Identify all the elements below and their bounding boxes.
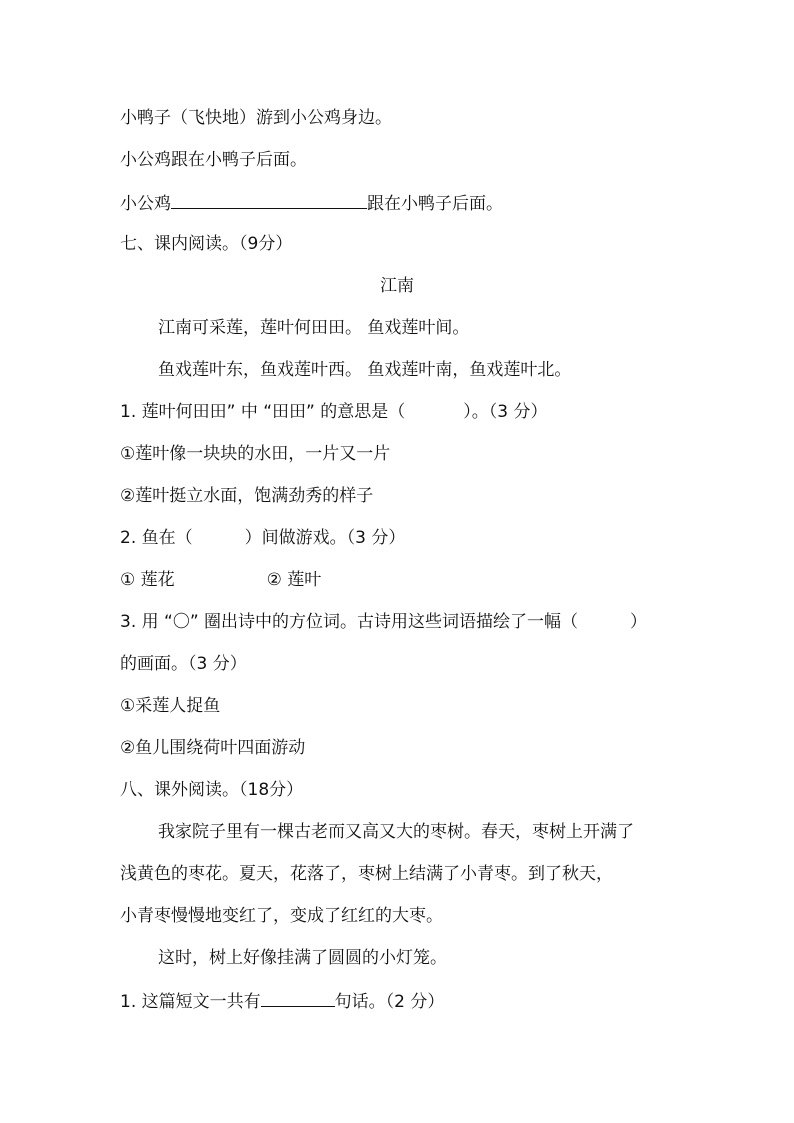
fill-in-suffix: 跟在小鸭子后面。 xyxy=(367,194,503,214)
question-7-3-prefix: 3. 用 “〇” 圈出诗中的方位词。古诗用这些词语描绘了一幅（ xyxy=(120,612,579,632)
section-8-title: 八、课外阅读。（18分） xyxy=(120,780,304,800)
question-7-2-option-1: ① 莲花 xyxy=(120,570,175,590)
question-7-3 xyxy=(120,610,647,634)
question-7-3-suffix: ） xyxy=(630,612,648,632)
passage-line-3: 小青枣慢慢地变红了，变成了红红的大枣。 xyxy=(120,906,443,926)
question-7-1 xyxy=(120,400,548,424)
question-7-2 xyxy=(120,526,405,550)
question-7-1-option-1: ①莲叶像一块块的水田，一片又一片 xyxy=(120,444,391,464)
question-7-1-option-2: ②莲叶挺立水面，饱满劲秀的样子 xyxy=(120,486,374,506)
question-8-1-suffix: 句话。（2 分） xyxy=(334,992,445,1012)
sentence-example-1: 小鸭子（飞快地）游到小公鸡身边。 xyxy=(120,108,392,128)
poem-title: 江南 xyxy=(380,276,414,296)
question-7-1-prefix: 1. 莲叶何田田” 中 “田田” 的意思是（ xyxy=(120,402,406,422)
question-7-2-options xyxy=(120,568,321,592)
passage-line-4: 这时，树上好像挂满了圆圆的小灯笼。 xyxy=(158,948,447,968)
question-7-3-continuation: 的画面。（3 分） xyxy=(120,654,247,674)
question-8-1-prefix: 1. 这篇短文一共有 xyxy=(120,992,261,1012)
sentence-example-2: 小公鸡跟在小鸭子后面。 xyxy=(120,150,307,170)
question-7-3-option-2: ②鱼儿围绕荷叶四面游动 xyxy=(120,738,306,758)
passage-line-1: 我家院子里有一棵古老而又高又大的枣树。春天，枣树上开满了 xyxy=(158,822,634,842)
question-7-3-option-1: ①采莲人捉鱼 xyxy=(120,696,221,716)
question-7-2-suffix: ）间做游戏。（3 分） xyxy=(244,528,406,548)
fill-in-prefix: 小公鸡 xyxy=(120,194,171,214)
poem-line-1: 江南可采莲，莲叶何田田。 鱼戏莲叶间。 xyxy=(158,318,470,338)
question-7-1-suffix: ）。（3 分） xyxy=(463,402,548,422)
section-7-title: 七、课内阅读。（9分） xyxy=(120,234,293,254)
question-7-2-prefix: 2. 鱼在（ xyxy=(120,528,193,548)
passage-line-2: 浅黄色的枣花。夏天，花落了，枣树上结满了小青枣。到了秋天， xyxy=(120,864,613,884)
question-8-1 xyxy=(120,988,444,1014)
poem-line-2: 鱼戏莲叶东，鱼戏莲叶西。 鱼戏莲叶南，鱼戏莲叶北。 xyxy=(158,360,572,380)
question-7-2-option-2: ② 莲叶 xyxy=(266,570,322,590)
answer-blank[interactable] xyxy=(261,988,335,1007)
answer-blank[interactable] xyxy=(171,190,367,209)
fill-in-sentence xyxy=(120,190,503,216)
